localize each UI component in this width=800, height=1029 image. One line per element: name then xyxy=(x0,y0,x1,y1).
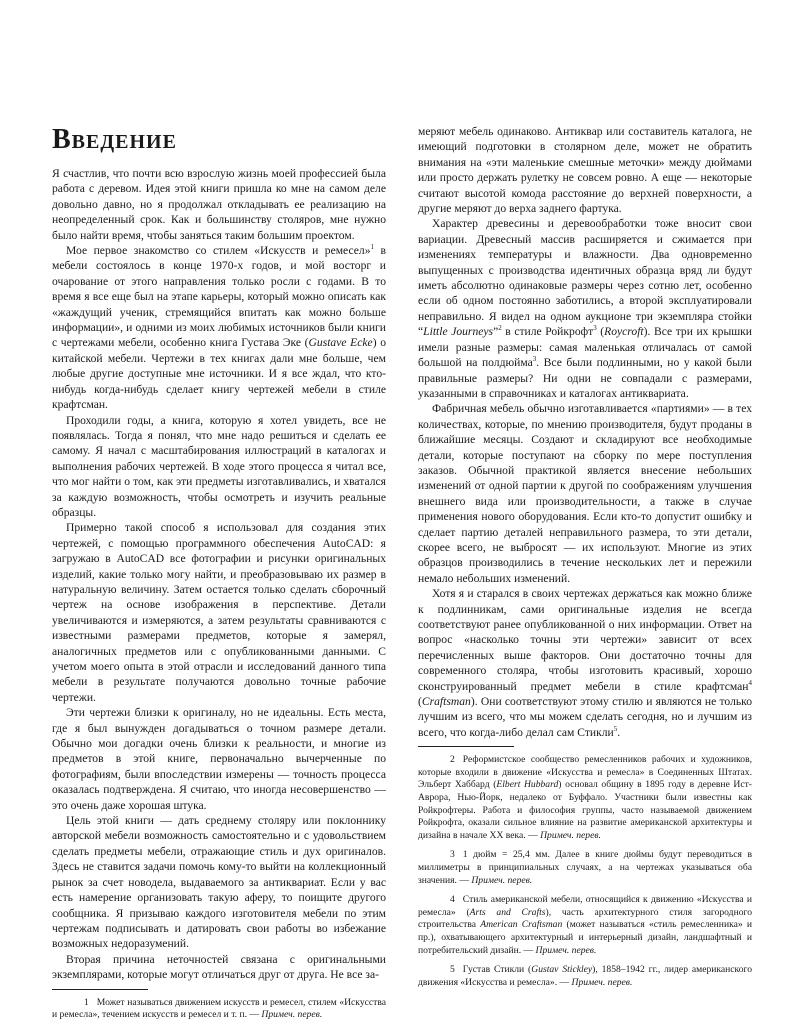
footnote: 5 Густав Стикли (Gustav Stickley), 1858–1942 гг., лидер американского движения «Искусства и ремесла». — Примеч. перев. xyxy=(418,964,753,988)
footnote-number: 3 xyxy=(450,849,455,861)
right-footnotes xyxy=(418,754,752,989)
body-paragraph: меряют мебель одинаково. Антиквар или составитель каталога, не имеющий подготовки в столярном деле, может не обратить внимания на «эти маленькие смешные меточки» между дюймами или просто держать рулетку не совсем ровно. А еще — некоторые считают высотой комода расстояние до верхней поверхности, а другие меряют до верха заднего фартука. xyxy=(418,125,752,216)
chapter-title: Введение xyxy=(52,124,177,155)
body-paragraph: Проходили годы, а книга, которую я хотел увидеть, все не появлялась. Тогда я понял, что мне надо решиться и сделать ее самому. Я начал с масштабирования иллюстраций в каталогах и выполнения рабочих чертежей. В ходе этого процесса я читал все, что мог найти о том, как эти предметы изготавливались, и хватался за каждую возможность, чтобы осмотреть и изучить реальные образцы. xyxy=(52,413,386,519)
footnote: 1 Может называться движением искусств и ремесел, стилем «Искусства и ремесла», течением искусств и ремесел и т. п. — Примеч. перев. xyxy=(52,996,386,1021)
footnote-rule xyxy=(418,746,514,747)
left-body-text xyxy=(52,166,386,983)
footnote-number: 1 xyxy=(84,996,89,1008)
body-paragraph: Я счастлив, что почти всю взрослую жизнь моей профессией была работа с деревом. Идея этой книги пришла ко мне на самом деле довольно давно, но я продолжал откладывать ее реализацию на неопределенный срок. Как и большинству столяров, мне нужно было найти время, чтобы заняться таким большим проектом. xyxy=(52,167,386,242)
body-paragraph: Эти чертежи близки к оригиналу, но не идеальны. Есть места, где я был вынужден догадываться о точном размере детали. Обычно мои догадки очень близки к реальности, и многие из предметов в этой книге, первоначально вычерченные по фотографиям, были впоследствии измерены — точность процесса оказалась подтверждена. Я считаю, что иногда несовершенство — это очень даже хорошая штука. xyxy=(52,706,386,812)
footnote-number: 4 xyxy=(450,894,455,906)
footnote-number: 5 xyxy=(450,964,455,976)
left-column xyxy=(52,124,386,1029)
right-body-text xyxy=(418,124,752,740)
body-paragraph: Хотя я и старался в своих чертежах держаться как можно ближе к подлинникам, сами оригинальные изделия не всегда соответствуют ранее опубликованной о них информации. Ответ на вопрос «насколько точны эти чертежи» зависит от всех перечисленных выше факторов. Они достаточно точны для современного столяра, чтобы изготовить красивый, хорошо сконструированный предмет мебели в стиле крафтсман$^4$ (Craftsman). Они соответствуют этому стилю и являются не только лучшим из всего, что мы можем сделать сегодня, но и лучшим из всего, что когда-либо делал сам Стикли$^5$. xyxy=(418,587,752,739)
body-paragraph: Цель этой книги — дать среднему столяру или поклоннику авторской мебели возможность самостоятельно и с удовольствием сделать предметы мебели, отражающие стиль и дух оригиналов. Здесь не ставится задачи помочь кому-то выйти на коллекционный рынок за счет новодела, выдаваемого за антиквариат. Если у вас есть намерение организовать такую аферу, то поищите другого сообщника. Я призываю каждого изготовителя мебели по этим чертежам подписывать и датировать свои работы во избежание возможных недоразумений. xyxy=(52,814,386,951)
footnote-number: 2 xyxy=(450,754,455,766)
footnote: 2 Реформистское сообщество ремесленников рабочих и художников, которые входили в движение «Искусства и ремесла» в Соединенных Штатах. Эльберт Хаббард (Elbert Hubbard) основал общину в 1895 году в деревне Ист-Аврора, Нью-Йорк, недалеко от Буффало. Участники были известны как Ройкрофтеры. Работа и философия группы, часто называемой движением Ройкрофта, оказали сильное влияние на развитие американской архитектуры и дизайна в начале XX века. — Примеч. перев. xyxy=(418,754,752,841)
footnote-rule xyxy=(52,989,148,990)
body-paragraph: Мое первое знакомство со стилем «Искусств и ремесел»$^1$ в мебели состоялось в конце 1970-х годов, и мой восторг и очарование от этого направления только росли с годами. В то время я все еще был на этапе карьеры, который можно описать как «жаждущий ученик, стремящийся впитать как можно больше информации», и одними из моих любимых источников были книги с чертежами мебели, особенно книга Густава Эке (Gustave Ecke) о китайской мебели. Чертежи в тех книгах дали мне больше, чем любые другие доступные мне источники. И я все ждал, что кто-нибудь когда-нибудь сделает книгу чертежей мебели в стиле крафтсман. xyxy=(52,243,386,412)
body-paragraph: Характер древесины и деревообработки тоже вносит свои вариации. Древесный массив расширяется и сжимается при изменениях температуры и влажности. Два одновременно выпущенных с производства идентичных образца вряд ли будут иметь абсолютно одинаковые размеры через сотню лет, особенно если об одном постоянно заботились, а второй эксплуатировали неправильно. Я видел на одном аукционе три экземпляра стойки “Little Journeys”$^2$ в стиле Ройкрофт$^3$ (Roycroft). Все три их крышки имели разные размеры: самая маленькая отличалась от самой большой на полдюйма$^3$. Все были подлинными, но у какой были правильные размеры? Ни одни не совпадали с размерами, указанными в справочниках и каталогах антиквариата. xyxy=(418,217,753,400)
body-paragraph: Вторая причина неточностей связана с оригинальными экземплярами, которые могут отличаться друг от друга. Не все за- xyxy=(52,952,386,982)
right-column xyxy=(418,124,752,996)
footnote: 4 Стиль американской мебели, относящийся к движению «Искусства и ремесла» (Arts and Crafts), часть архитектурного стиля загородного строительства American Craftsman (может называться «стиль ремесленника» и пр.), охватывающего архитектурный и интерьерный дизайн, ландшафтный и потребительский дизайн. — Примеч. перев. xyxy=(418,894,752,956)
footnote: 3 1 дюйм = 25,4 мм. Далее в книге дюймы будут переводиться в миллиметры в принципиальных случаях, а на чертежах указываться оба значения. — Примеч. перев. xyxy=(418,849,752,886)
body-paragraph: Фабричная мебель обычно изготавливается «партиями» — в тех количествах, которые, по мнению производителя, будут проданы в ближайшие месяцы. Создают и складируют все необходимые детали, которые поступают на сборку по мере поступления заказов. Обычной практикой является внесение небольших изменений от одной партии к другой по соображениям улучшения внешнего вида или производительности, а также в случае применения нового оборудования. Если кто-то допустит ошибку и сделает партию деталей неправильного размера, то эти детали, скорее всего, не выбросят — их используют. Многие из этих образцов производились в течение нескольких лет и пережили немало небольших изменений. xyxy=(418,402,752,585)
left-footnotes xyxy=(52,997,386,1022)
body-paragraph: Примерно такой способ я использовал для создания этих чертежей, с помощью программного обеспечения AutoCAD: я загружаю в AutoCAD все фотографии и рисунки оригинальных изделий, какие только могу найти, и преобразовываю их размер в натуральную величину. Затем остается только сделать сборочный чертеж на основе изображения в перспективе. Детали увеличиваются и измеряются, а затем результаты сравниваются с известными размерами предметов, которые я замерял, аналогичных предметов или с опубликованными данными. С учетом моего опыта в этой отрасли и исследований данного типа мебели в результате получаются довольно точные рабочие чертежи. xyxy=(52,521,386,704)
